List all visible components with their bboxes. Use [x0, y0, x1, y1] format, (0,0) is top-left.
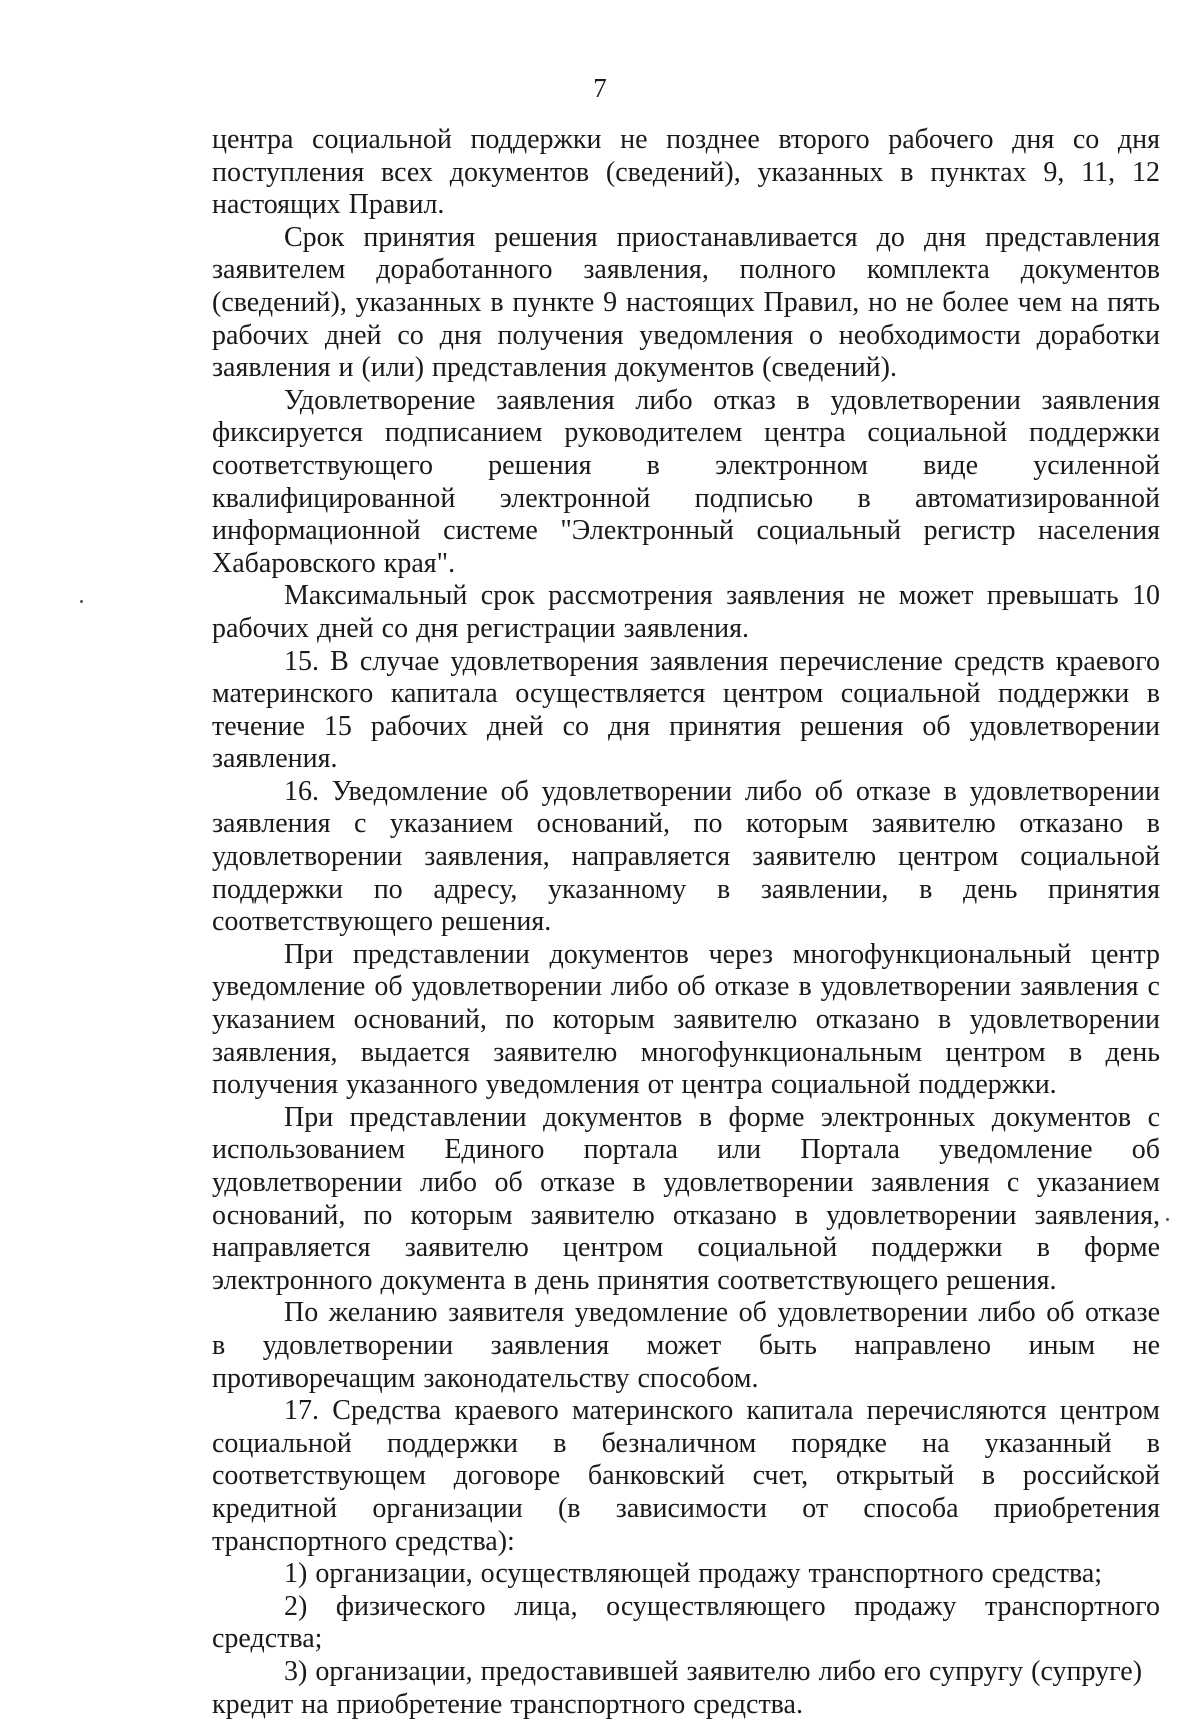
paragraph-item-17: 17. Средства краевого материнского капитала перечисляются центром социальной поддержки в безналичном порядке на указанный в соответствующем договоре банковский счет, открытый в российской кредитной организации (в зависимости от способа приобретения транспортного средства):	[212, 1395, 1160, 1557]
paragraph-item-15: 15. В случае удовлетворения заявления перечисление средств краевого материнского капитала осуществляется центром социальной поддержки в течение 15 рабочих дней со дня принятия решения об удовлетворении заявления.	[212, 645, 1160, 775]
paragraph-other-method: По желанию заявителя уведомление об удовлетворении либо об отказе в удовлетворении заявления может быть направлено иным не противоречащим законодательству способом.	[212, 1297, 1160, 1394]
paragraph-decision-suspension: Срок принятия решения приостанавливается до дня представления заявителем доработанного заявления, полного комплекта документов (сведений), указанных в пункте 9 настоящих Правил, но не более чем на пять рабочих дней со дня получения уведомления о необходимости доработки заявления и (или) представления документов (сведений).	[212, 221, 1160, 384]
paragraph-max-review-term: Максимальный срок рассмотрения заявления не может превышать 10 рабочих дней со дня регистрации заявления.	[212, 580, 1160, 644]
paragraph-item-16: 16. Уведомление об удовлетворении либо об отказе в удовлетворении заявления с указанием оснований, по которым заявителю отказано в удовлетворении заявления, направляется заявителю центром социальной поддержки по адресу, указанному в заявлении, в день принятия соответствующего решения.	[212, 775, 1160, 938]
list-item-3: 3) организации, предоставившей заявителю либо его супругу (супруге) кредит на приобретение транспортного средства.	[212, 1655, 1143, 1720]
paragraph-decision-signing: Удовлетворение заявления либо отказ в удовлетворении заявления фиксируется подписанием руководителем центра социальной поддержки соответствующего решения в электронном виде усиленной квалифицированной электронной подписью в автоматизированной информационной системе "Электронный социальный регистр населения Хабаровского края".	[212, 384, 1160, 579]
paragraph-mfc-notification: При представлении документов через многофункциональный центр уведомление об удовлетворении либо об отказе в удовлетворении заявления с указанием оснований, по которым заявителю отказано в удовлетворении заявления, выдается заявителю многофункциональным центром в день получения указанного уведомления от центра социальной поддержки.	[212, 938, 1160, 1101]
paragraph-electronic-notification: При представлении документов в форме электронных документов с использованием Единого портала или Портала уведомление об удовлетворении либо об отказе в удовлетворении заявления с указанием оснований, по которым заявителю отказано в удовлетворении заявления, направляется заявителю центром социальной поддержки в форме электронного документа в день принятия соответствующего решения.	[212, 1101, 1160, 1296]
scan-speck	[1166, 1218, 1169, 1221]
page-number: 7	[593, 73, 607, 103]
document-body	[212, 124, 1160, 1721]
list-item-2: 2) физического лица, осуществляющего продажу транспортного средства;	[212, 1590, 1160, 1655]
scan-speck	[80, 600, 83, 603]
paragraph-continuation: центра социальной поддержки не позднее второго рабочего дня со дня поступления всех документов (сведений), указанных в пунктах 9, 11, 12 настоящих Правил.	[212, 124, 1160, 221]
list-item-1: 1) организации, осуществляющей продажу транспортного средства;	[284, 1558, 1103, 1590]
